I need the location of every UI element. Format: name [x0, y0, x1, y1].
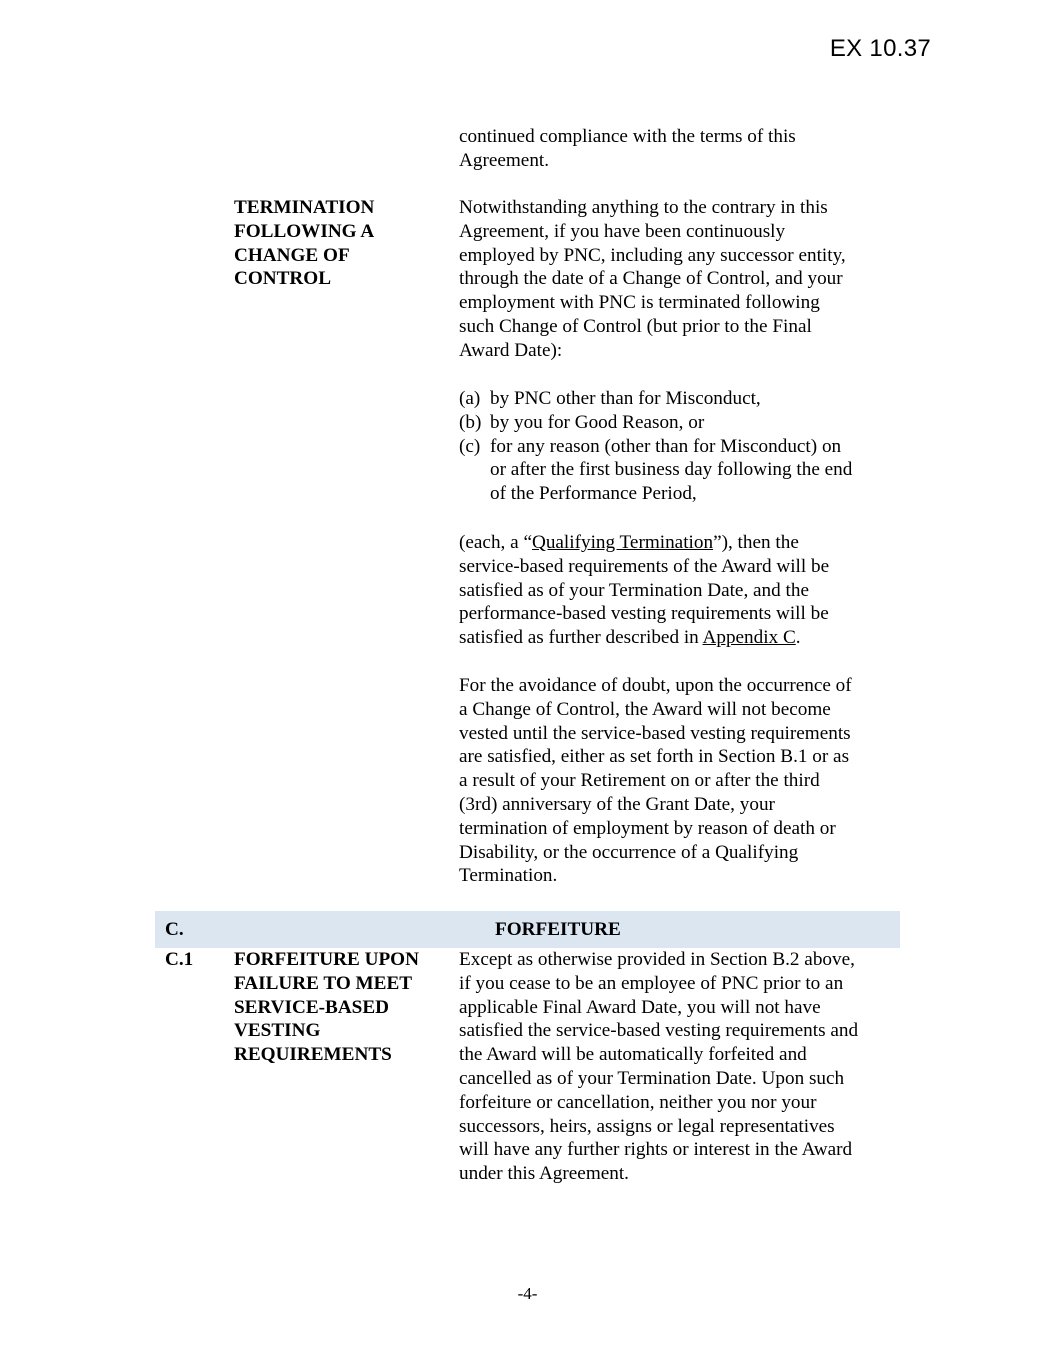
- section-c-header: [155, 911, 900, 948]
- text-line: under this Agreement.: [459, 1163, 629, 1185]
- list-item: [459, 411, 852, 435]
- termination-coc-paragraph-2: [459, 531, 829, 650]
- termination-list: [459, 387, 852, 506]
- text-line: will have any further rights or interest in the Award: [459, 1139, 853, 1161]
- list-marker: (a): [459, 388, 481, 409]
- text-line: termination of employment by reason of death or: [459, 817, 836, 839]
- exhibit-label: EX 10.37: [829, 35, 931, 62]
- section-number: C.: [165, 919, 184, 940]
- text-line: vested until the service-based vesting requirements: [459, 722, 851, 744]
- text-line: (3rd) anniversary of the Grant Date, your: [459, 793, 775, 815]
- heading-line: VESTING: [234, 1020, 321, 1042]
- text-run: .: [795, 627, 801, 649]
- text-run: satisfied as further described in: [459, 627, 703, 649]
- text-line: employed by PNC, including any successor entity,: [459, 244, 846, 266]
- list-item: [459, 387, 852, 411]
- qualifying-termination-term: Qualifying Termination: [531, 532, 714, 553]
- text-line: a Change of Control, the Award will not become: [459, 698, 831, 720]
- section-title: FORFEITURE: [495, 919, 621, 940]
- text-line: [459, 626, 829, 650]
- text-line: employment with PNC is terminated following: [459, 292, 820, 314]
- text-line: Notwithstanding anything to the contrary in this: [459, 197, 828, 218]
- text-line: for any reason (other than for Misconduct) on: [490, 435, 842, 457]
- text-line: Agreement, if you have been continuously: [459, 220, 786, 242]
- text-line: Award Date):: [459, 339, 563, 361]
- heading-line: FAILURE TO MEET: [234, 972, 413, 994]
- text-line: the Award will be automatically forfeited and: [459, 1044, 807, 1066]
- text-line: applicable Final Award Date, you will not have: [459, 996, 821, 1018]
- text-line: service-based requirements of the Award will be: [459, 555, 830, 577]
- text-line: such Change of Control (but prior to the Final: [459, 315, 812, 337]
- heading-line: REQUIREMENTS: [234, 1044, 392, 1066]
- text-line: a result of your Retirement on or after the third: [459, 770, 820, 792]
- text-line: Termination.: [459, 865, 558, 887]
- c1-heading: [234, 948, 419, 1067]
- text-line: by PNC other than for Misconduct,: [490, 388, 761, 409]
- list-item: [459, 435, 852, 506]
- list-marker: (c): [459, 435, 481, 457]
- continued-paragraph: [459, 125, 796, 173]
- heading-line: CONTROL: [234, 268, 332, 290]
- heading-line: TERMINATION: [234, 197, 375, 218]
- text-line: successors, heirs, assigns or legal representatives: [459, 1115, 835, 1137]
- text-line: continued compliance with the terms of this: [459, 126, 796, 147]
- text-run: (each, a “: [459, 532, 532, 553]
- text-line: are satisfied, either as set forth in Section B.1 or as: [459, 746, 850, 768]
- termination-coc-paragraph-1: [459, 196, 846, 363]
- text-line: satisfied as of your Termination Date, and the: [459, 579, 809, 601]
- heading-line: FORFEITURE UPON: [234, 949, 419, 970]
- heading-line: SERVICE-BASED: [234, 996, 389, 1018]
- text-line: if you cease to be an employee of PNC prior to an: [459, 972, 844, 994]
- appendix-c-link[interactable]: Appendix C: [702, 627, 796, 649]
- c1-number: C.1: [165, 949, 194, 970]
- heading-line: FOLLOWING A: [234, 220, 375, 242]
- text-line: Except as otherwise provided in Section B.2 above,: [459, 949, 855, 970]
- page-number: -4-: [517, 1284, 538, 1303]
- termination-coc-paragraph-3: [459, 674, 852, 888]
- text-line: or after the first business day following the end: [490, 459, 853, 481]
- heading-line: CHANGE OF: [234, 244, 350, 266]
- list-marker: (b): [459, 411, 482, 433]
- text-line: forfeiture or cancellation, neither you nor your: [459, 1091, 817, 1113]
- termination-coc-heading: [234, 196, 374, 291]
- text-line: For the avoidance of doubt, upon the occurrence of: [459, 675, 852, 696]
- c1-paragraph: [459, 948, 858, 1186]
- text-line: by you for Good Reason, or: [490, 411, 705, 433]
- text-line: Agreement.: [459, 149, 550, 171]
- text-line: cancelled as of your Termination Date. Upon such: [459, 1067, 845, 1089]
- text-run: ”), then the: [713, 532, 799, 553]
- text-line: satisfied the service-based vesting requirements and: [459, 1020, 859, 1042]
- text-line: of the Performance Period,: [490, 483, 697, 505]
- text-line: [459, 531, 829, 555]
- text-line: through the date of a Change of Control, and your: [459, 268, 843, 290]
- text-line: Disability, or the occurrence of a Qualifying: [459, 841, 799, 863]
- text-line: performance-based vesting requirements will be: [459, 603, 829, 625]
